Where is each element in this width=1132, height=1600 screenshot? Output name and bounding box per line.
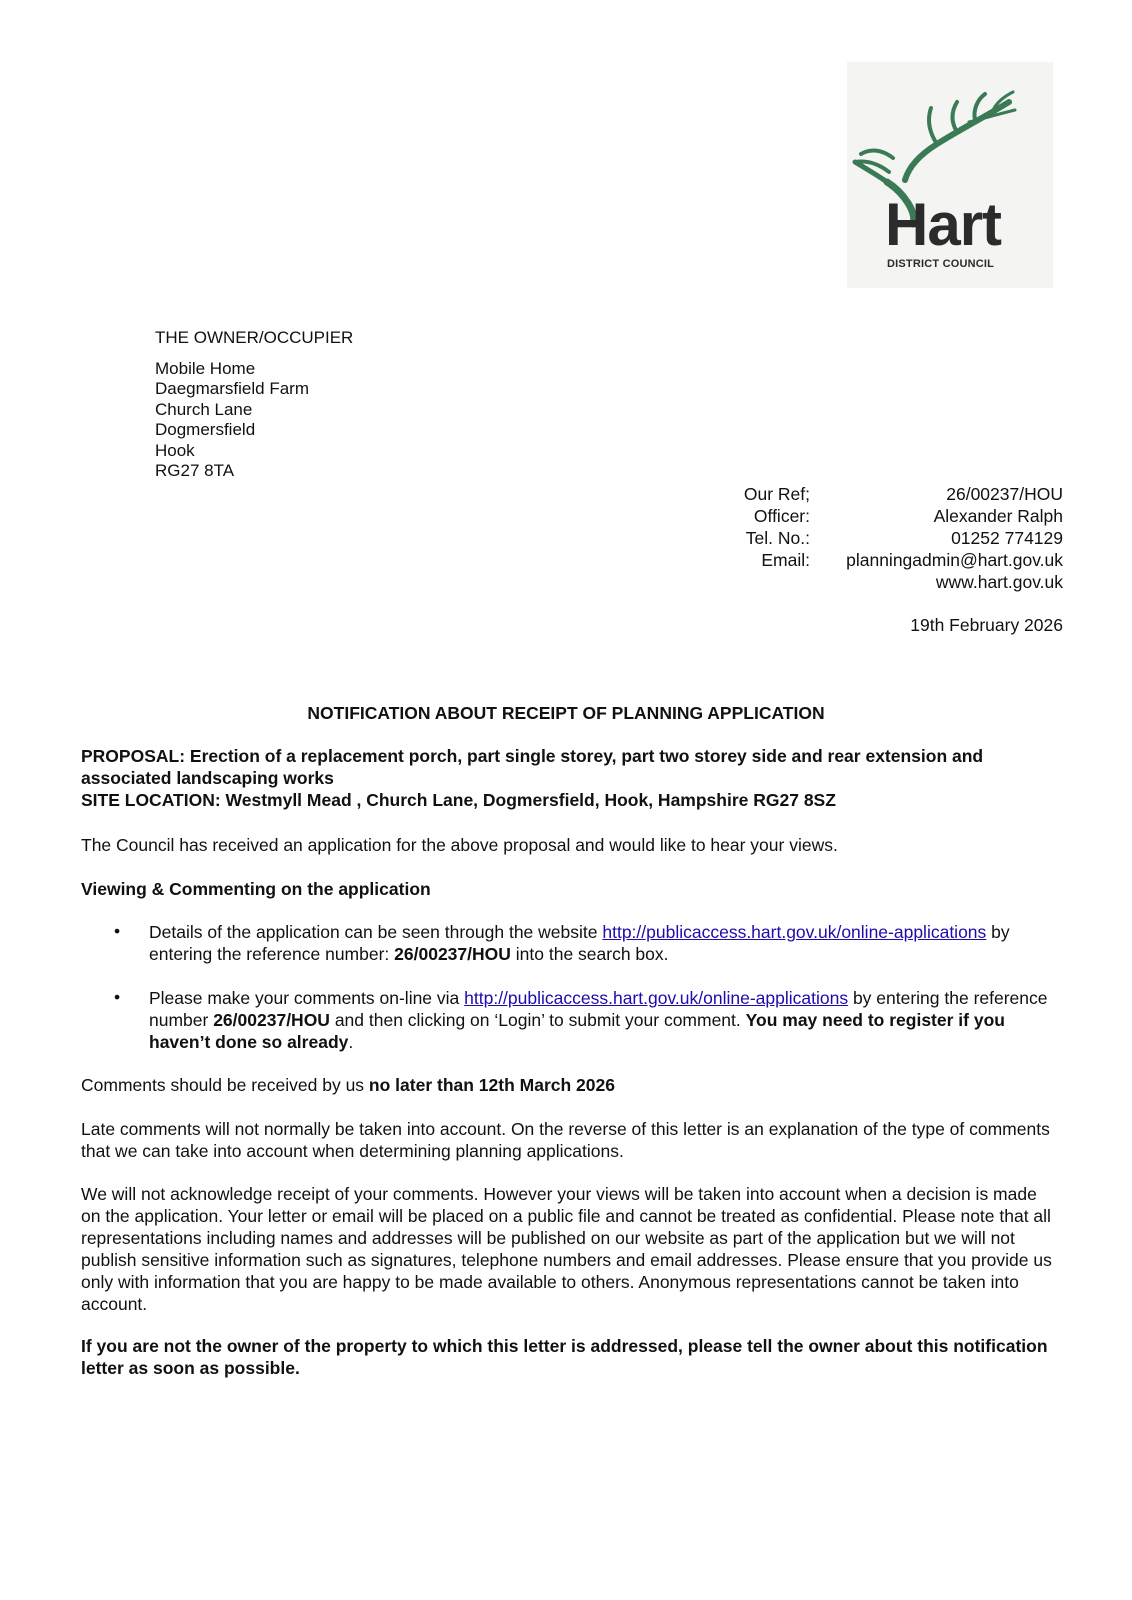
ref-value-tel: 01252 774129 (951, 528, 1063, 548)
bullet-text-segment: into the search box. (510, 944, 669, 964)
letter-date: 19th February 2026 (910, 615, 1063, 635)
recipient-address (155, 328, 353, 482)
hart-logo (847, 62, 1053, 288)
viewing-heading: Viewing & Commenting on the application (81, 879, 431, 899)
ref-label-officer: Officer: (753, 506, 810, 526)
address-line: Dogmersfield (155, 420, 256, 439)
proposal-text: PROPOSAL: Erection of a replacement porch, part single storey, part two storey side and rear extension and associated landscaping works (81, 746, 984, 788)
bullet-text-segment: by entering the reference number: (149, 922, 1010, 964)
ref-value-officer: Alexander Ralph (933, 506, 1063, 526)
ref-label-tel: Tel. No.: (745, 528, 810, 548)
bullet-text-segment: Please make your comments on-line via (149, 988, 465, 1008)
ref-value-our-ref: 26/00237/HOU (946, 484, 1063, 504)
bullet-text-segment: by entering the reference number (149, 988, 1048, 1030)
late-comments-paragraph: Late comments will not normally be taken into account. On the reverse of this letter is an explanation of the type of comments that we can take into account when determining planning applications. (81, 1119, 1050, 1161)
address-line: Hook (155, 440, 195, 460)
deadline-text: Comments should be received by us (81, 1075, 369, 1095)
publicaccess-link[interactable]: http://publicaccess.hart.gov.uk/online-applications (602, 922, 987, 942)
acknowledgement-paragraph: We will not acknowledge receipt of your comments. However your views will be taken into account when a decision is made on the application. Your letter or email will be placed on a public file and cannot be treated as confidential. Please note that all representations including names and addresses will be published on our website as part of the application but we will not publish sensitive information such as signatures, telephone numbers and email addresses. Please ensure that you provide us only with information that you are happy to be made available to others. Anonymous representations cannot be taken into account. (81, 1184, 1052, 1314)
bullet-text-segment: Details of the application can be seen through the website (149, 922, 603, 942)
address-line: RG27 8TA (155, 461, 235, 480)
bullet-marker: • (114, 987, 121, 1007)
bullet-view-details (149, 921, 1054, 965)
bullet-comment-online (149, 987, 1054, 1053)
ref-label-our-ref: Our Ref; (743, 484, 810, 504)
bullet-text-segment: and then clicking on ‘Login’ to submit your comment. (329, 1010, 746, 1030)
ref-value-website: www.hart.gov.uk (935, 572, 1063, 592)
logo-subtitle: DISTRICT COUNCIL (887, 258, 995, 270)
bullet-marker: • (114, 921, 121, 941)
bullet-text-segment: . (348, 1032, 354, 1052)
ref-value-email: planningadmin@hart.gov.uk (846, 550, 1063, 570)
logo-wordmark: Hart (885, 191, 1002, 258)
reference-number: 26/00237/HOU (213, 1010, 330, 1030)
ref-label-email: Email: (761, 550, 810, 570)
address-line: Mobile Home (155, 358, 256, 378)
address-line: Daegmarsfield Farm (155, 379, 309, 398)
owner-notice: If you are not the owner of the property to which this letter is addressed, please tell the owner about this notification letter as soon as possible. (81, 1336, 1048, 1378)
deadline-paragraph (81, 1074, 1056, 1096)
site-location: SITE LOCATION: Westmyll Mead , Church Lane, Dogmersfield, Hook, Hampshire RG27 8SZ (81, 790, 836, 810)
deadline-date: no later than 12th March 2026 (368, 1075, 615, 1095)
publicaccess-link[interactable]: http://publicaccess.hart.gov.uk/online-applications (464, 988, 849, 1008)
reference-number: 26/00237/HOU (394, 944, 511, 964)
letter-title: NOTIFICATION ABOUT RECEIPT OF PLANNING APPLICATION (307, 703, 825, 723)
recipient-salutation: THE OWNER/OCCUPIER (155, 328, 354, 347)
register-notice: You may need to register if you haven’t done so already (149, 1010, 1005, 1052)
address-line: Church Lane (155, 399, 253, 419)
intro-paragraph: The Council has received an application for the above proposal and would like to hear your views. (81, 835, 838, 855)
